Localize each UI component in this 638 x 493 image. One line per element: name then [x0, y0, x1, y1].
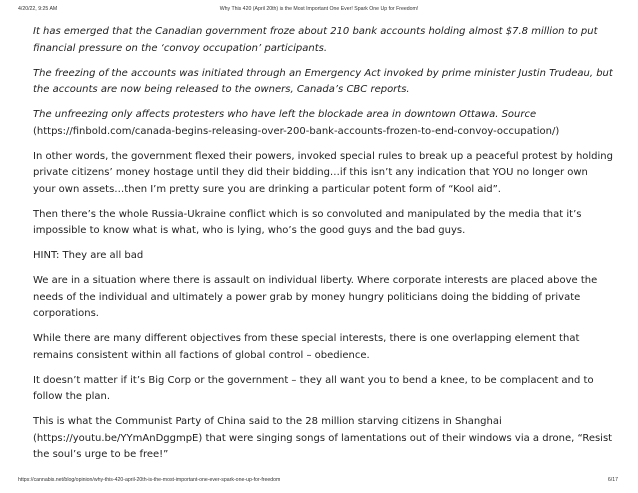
paragraph-italic-text: The unfreezing only affects protesters who have left the blockade area in downtown Ottawa. Source	[33, 109, 537, 120]
paragraph: The freezing of the accounts was initiated through an Emergency Act invoked by prime minister Justin Trudeau, but the accounts are now being released to the owners, Canada’s CBC reports.	[33, 67, 613, 95]
source-url[interactable]: (https://finbold.com/canada-begins-releasing-over-200-bank-accounts-frozen-to-end-convoy-occupation/)	[33, 125, 560, 137]
print-footer	[0, 477, 638, 487]
paragraph: Then there’s the whole Russia-Ukraine conflict which is so convoluted and manipulated by the media that it’s impossible to know what is what, who is lying, who’s the good guys and the bad guys.	[33, 208, 582, 236]
print-header	[0, 6, 638, 16]
paragraph: HINT: They are all bad	[33, 250, 144, 261]
paragraph: We are in a situation where there is assault on individual liberty. Where corporate interests are placed above the needs of the individual and ultimately a power grab by money hungry politicians doing the bidding of private corporations.	[33, 275, 598, 319]
paragraph: In other words, the government flexed their powers, invoked special rules to break up a peaceful protest by holding private citizens’ money hostage until they did their bidding…if this isn’t any indication that YOU no longer own your own assets…then I’m pretty sure you are drinking a particular potent form of “Kool aid”.	[33, 150, 613, 195]
article-body	[33, 24, 613, 472]
print-datetime: 4/20/22, 9:25 AM	[18, 6, 58, 12]
print-page-title: Why This 420 (April 20th) is the Most Important One Ever! Spark One Up for Freedom!	[219, 6, 419, 12]
print-url: https://cannabis.net/blog/opinion/why-this-420-april-20th-is-the-most-important-one-ever-spark-one-up-for-freedom	[18, 477, 281, 483]
paragraph: While there are many different objectives from these special interests, there is one overlapping element that remains consistent within all factions of global control – obedience.	[33, 333, 580, 361]
paragraph: It doesn’t matter if it’s Big Corp or the government – they all want you to bend a knee, to be complacent and to follow the plan.	[33, 374, 594, 402]
paragraph-with-source	[33, 107, 613, 140]
paragraph: It has emerged that the Canadian government froze about 210 bank accounts holding almost $7.8 million to put financial pressure on the ‘convoy occupation’ participants.	[33, 26, 598, 54]
paragraph: This is what the Communist Party of China said to the 28 million starving citizens in Shanghai (https://youtu.be/YYmAnDggmpE) that were singing songs of lamentations out of their windows via a drone, “Resist the soul’s urge to be free!”	[33, 416, 613, 460]
page-number: 6/17	[607, 477, 618, 483]
